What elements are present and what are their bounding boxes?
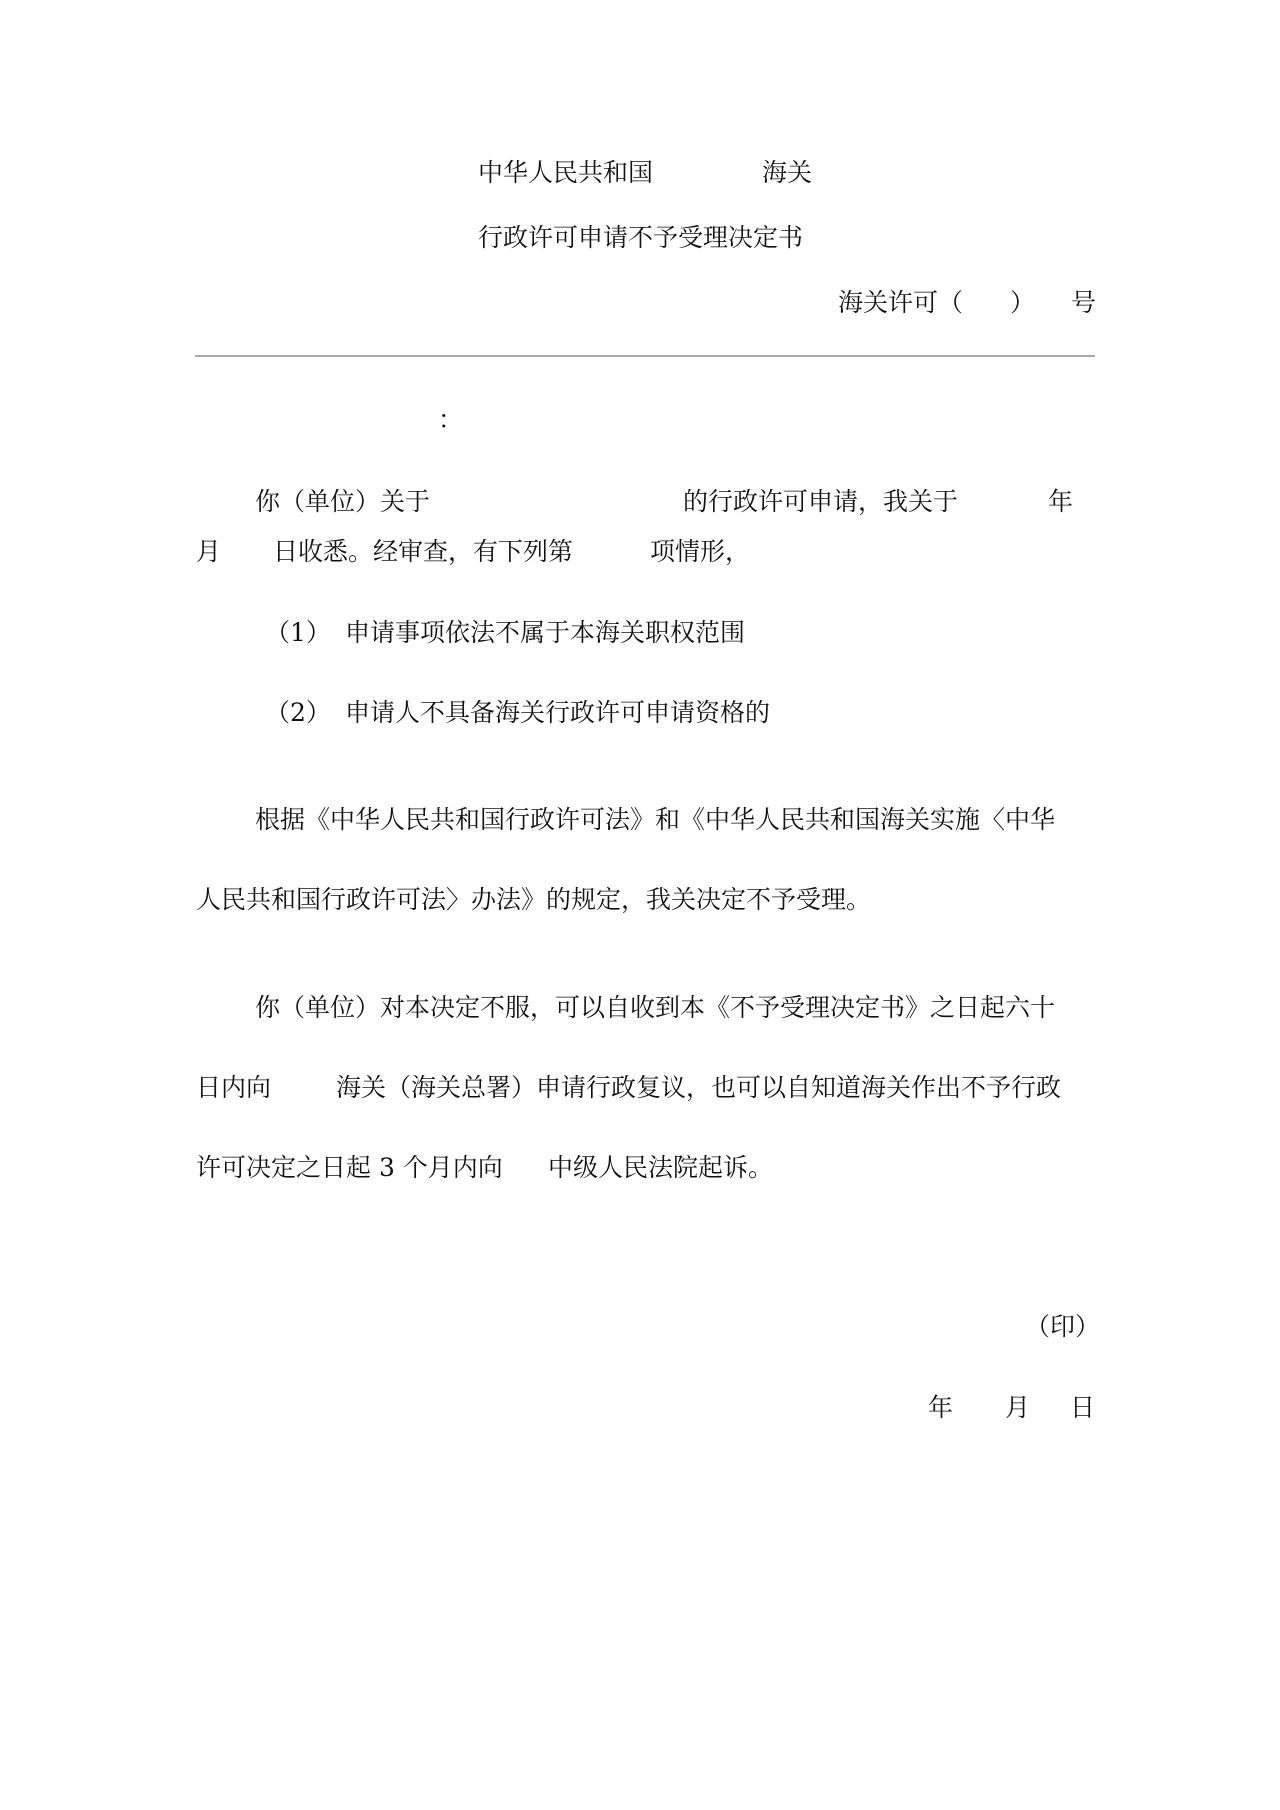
para3-line1: 你（单位）对本决定不服，可以自收到本《不予受理决定书》之日起六十 xyxy=(255,993,1056,1022)
doc-number-prefix: 海关许可（ xyxy=(838,288,964,317)
doc-number-close-paren: ） xyxy=(1010,288,1036,317)
document-title: 行政许可申请不予受理决定书 xyxy=(478,223,804,252)
date-month: 月 xyxy=(1005,1393,1031,1422)
item-1-text: 申请事项依法不属于本海关职权范围 xyxy=(345,618,746,647)
para1-month: 月 xyxy=(196,537,222,566)
para1-part-a: 你（单位）关于 xyxy=(255,487,431,516)
para1-part-f: 项情形， xyxy=(650,537,751,566)
para1-part-b: 的行政许可申请，我关于 xyxy=(683,487,959,516)
para2-line2: 人民共和国行政许可法〉办法》的规定，我关决定不予受理。 xyxy=(196,885,872,914)
title-customs: 海关 xyxy=(762,158,813,187)
addressee-colon: ： xyxy=(438,405,464,434)
para1-year: 年 xyxy=(1048,487,1074,516)
header-divider xyxy=(195,355,1095,357)
item-1-number: （1） xyxy=(265,618,331,647)
para3-line2-b: 海关（海关总署）申请行政复议，也可以自知道海关作出不予行政 xyxy=(336,1073,1062,1102)
para1-part-e: 日收悉。经审查，有下列第 xyxy=(273,537,574,566)
title-country: 中华人民共和国 xyxy=(478,158,654,187)
seal-mark: （印） xyxy=(1025,1312,1101,1341)
item-2-number: （2） xyxy=(265,698,331,727)
para2-line1: 根据《中华人民共和国行政许可法》和《中华人民共和国海关实施〈中华 xyxy=(255,805,1056,834)
para3-line3-b: 中级人民法院起诉。 xyxy=(548,1153,774,1182)
item-2-text: 申请人不具备海关行政许可申请资格的 xyxy=(345,698,771,727)
para3-line2-a: 日内向 xyxy=(196,1073,272,1102)
doc-number-suffix: 号 xyxy=(1071,288,1097,317)
date-year: 年 xyxy=(928,1393,954,1422)
date-day: 日 xyxy=(1070,1393,1096,1422)
para3-line3-a: 许可决定之日起 3 个月内向 xyxy=(196,1153,503,1182)
